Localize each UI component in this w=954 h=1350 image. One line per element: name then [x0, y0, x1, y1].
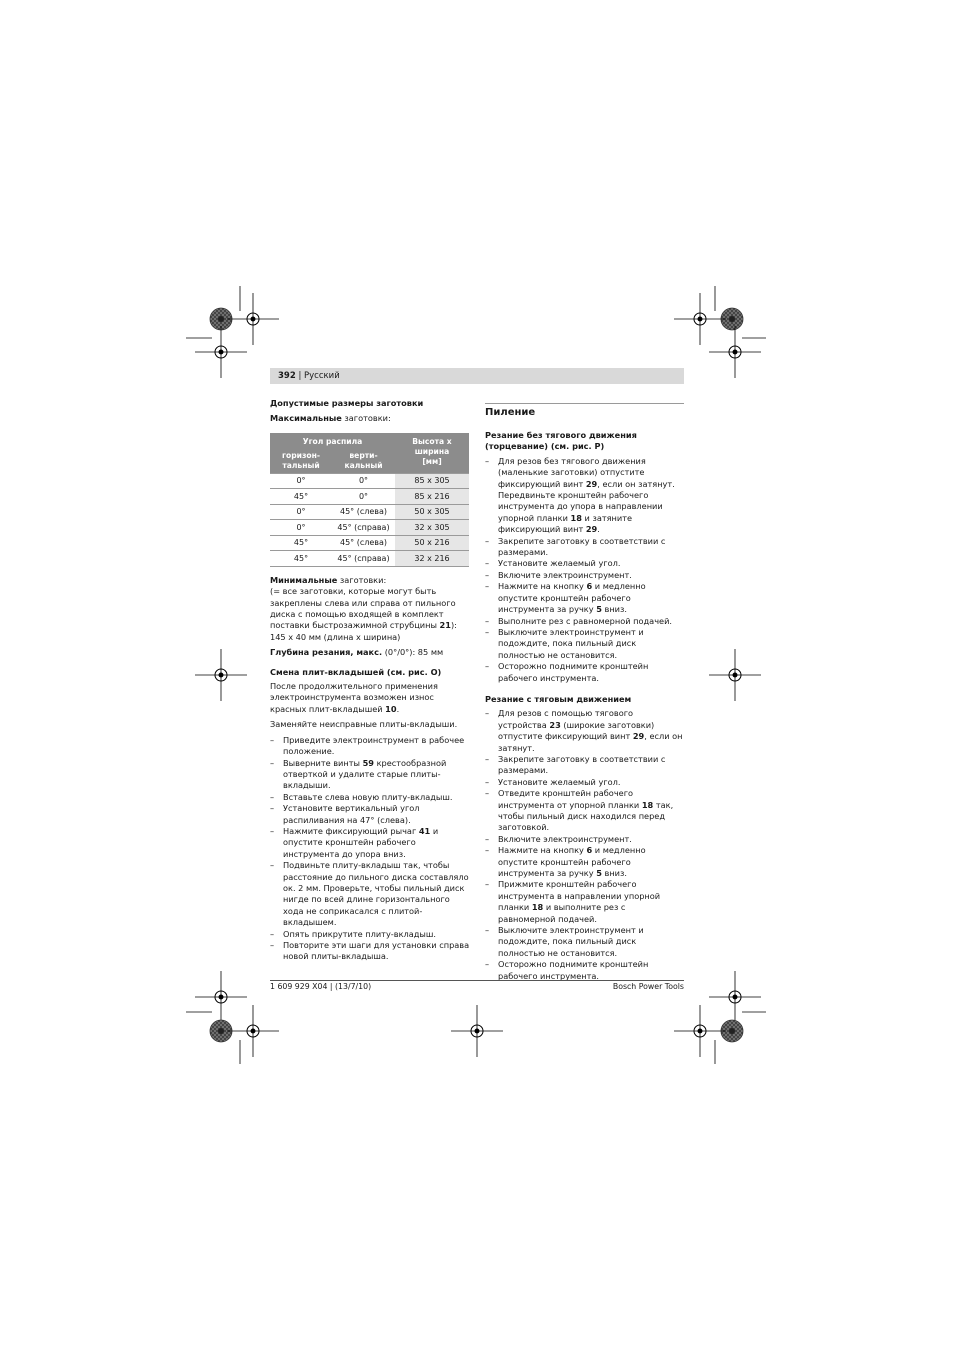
list-item: – Нажмите фиксирующий рычаг 41 и опустите кронштейн рабочего инструмента до упора вниз. [270, 826, 470, 860]
replace-paragraph: Заменяйте неисправные плиты-вкладыши. [270, 719, 458, 730]
left-column [270, 398, 470, 963]
crosshair-mark [195, 971, 247, 1023]
crosshair-mark [674, 293, 726, 345]
list-item: – Осторожно поднимите кронштейн рабочего инструмента. [485, 661, 684, 684]
table-row: 45° 45° (слева) 50 x 216 [270, 535, 469, 551]
footer-brand: Bosch Power Tools [612, 982, 684, 991]
list-item: – Выключите электроинструмент и подождите, пока пильный диск полностью не остановится. [485, 627, 684, 661]
crosshair-mark [674, 1005, 726, 1057]
list-item: – Выключите электроинструмент и подождите, пока пильный диск полностью не остановится. [485, 925, 684, 959]
cut-depth-line: Глубина резания, макс. (0°/0°): 85 мм [270, 647, 444, 658]
crosshair-mark [195, 326, 247, 378]
crosshair-mark [451, 1005, 503, 1057]
list-item: – Вставьте слева новую плиту-вкладыш. [270, 792, 470, 803]
sawing-section-title: Пиление [485, 403, 684, 419]
list-item: – Отведите кронштейн рабочего инструмента от упорной планки 18 так, чтобы пильный диск находился перед заготовкой. [485, 788, 684, 834]
table-header-horizontal: горизон- тальный [270, 449, 332, 474]
page-number: 392 [278, 371, 296, 381]
crosshair-mark [195, 649, 247, 701]
header-separator: | [295, 371, 305, 381]
header-language: Русский [304, 371, 340, 381]
crosshair-mark [227, 1005, 279, 1057]
table-row: 0° 45° (слева) 50 x 305 [270, 504, 469, 520]
max-workpieces-line: Максимальные заготовки: [270, 413, 391, 424]
list-item: – Нажмите на кнопку 6 и медленно опустите кронштейн рабочего инструмента за ручку 5 вниз. [485, 845, 684, 879]
table-row: 45° 0° 85 x 216 [270, 489, 469, 505]
min-workpieces-description: (= все заготовки, которые могут быть закреплены слева или справа от пильного диска с помощью входящей в комплект поставки быстрозажимной струбцины 21): [270, 586, 457, 631]
table-row: 0° 45° (справа) 32 x 305 [270, 520, 469, 536]
crosshair-mark [709, 649, 761, 701]
min-workpiece-size: 145 x 40 мм (длина x ширина) [270, 631, 401, 642]
footer-doc-number: 1 609 929 X04 | (13/7/10) [270, 982, 372, 991]
workpiece-dimensions-table [270, 433, 469, 567]
footer-divider [270, 980, 684, 981]
chop-cut-steps [485, 456, 684, 684]
list-item: – Подвиньте плиту-вкладыш так, чтобы расстояние до пильного диска составляло ок. 2 мм. Проверьте, чтобы пильный диск нигде по всей длине горизонтального хода не соприкасался с плитой-вкладышем. [270, 860, 470, 928]
slide-cut-steps [485, 708, 684, 982]
workpiece-sizes-heading: Допустимые размеры заготовки [270, 398, 424, 408]
crosshair-mark [227, 293, 279, 345]
list-item: – Закрепите заготовку в соответствии с размерами. [485, 754, 684, 777]
list-item: – Выверните винты 59 крестообразной отверткой и удалите старые плиты-вкладыши. [270, 758, 470, 792]
crosshair-mark [709, 326, 761, 378]
list-item: – Осторожно поднимите кронштейн рабочего инструмента. [485, 959, 684, 982]
list-item: – Прижмите кронштейн рабочего инструмента в направлении упорной планки 18 и выполните рез с равномерной подачей. [485, 879, 684, 925]
list-item: – Включите электроинструмент. [485, 570, 684, 581]
list-item: – Нажмите на кнопку 6 и медленно опустите кронштейн рабочего инструмента за ручку 5 вниз. [485, 581, 684, 615]
list-item: – Установите желаемый угол. [485, 777, 684, 788]
wear-paragraph: После продолжительного применения электроинструмента возможен износ красных плит-вкладышей 10. [270, 681, 438, 714]
chop-cut-heading: Резание без тягового движения (торцевание) (см. рис. P) [485, 430, 637, 452]
list-item: – Закрепите заготовку в соответствии с размерами. [485, 536, 684, 559]
insert-change-steps [270, 735, 470, 963]
list-item: – Для резов без тягового движения (маленькие заготовки) отпустите фиксирующий винт 29, если он затянут. Передвиньте кронштейн рабочего инструмента до упора в направлении упорной планки 18 и затяните фиксирующий винт 29. [485, 456, 684, 536]
table-body [270, 473, 469, 566]
list-item: – Установите вертикальный угол распиливания на 47° (слева). [270, 803, 470, 826]
insert-change-heading: Смена плит-вкладышей (см. рис. O) [270, 666, 442, 677]
list-item: – Включите электроинструмент. [485, 834, 684, 845]
list-item: – Приведите электроинструмент в рабочее положение. [270, 735, 470, 758]
page-header [270, 368, 684, 384]
table-row: 45° 45° (справа) 32 x 216 [270, 551, 469, 567]
list-item: – Установите желаемый угол. [485, 558, 684, 569]
right-column [485, 403, 684, 982]
list-item: – Выполните рез с равномерной подачей. [485, 616, 684, 627]
list-item: – Для резов с помощью тягового устройства 23 (широкие заготовки) отпустите фиксирующий винт 29, если он затянут. [485, 708, 684, 754]
table-header-angle: Угол распила [270, 433, 395, 449]
table-header-size: Высота x ширина [мм] [395, 433, 469, 474]
table-row: 0° 0° 85 x 305 [270, 473, 469, 489]
list-item: – Опять прикрутите плиту-вкладыш. [270, 929, 470, 940]
table-header-vertical: верти- кальный [332, 449, 395, 474]
list-item: – Повторите эти шаги для установки справа новой плиты-вкладыша. [270, 940, 470, 963]
min-workpieces-line: Минимальные заготовки: [270, 574, 387, 585]
crosshair-mark [709, 971, 761, 1023]
slide-cut-heading: Резание с тяговым движением [485, 693, 632, 704]
